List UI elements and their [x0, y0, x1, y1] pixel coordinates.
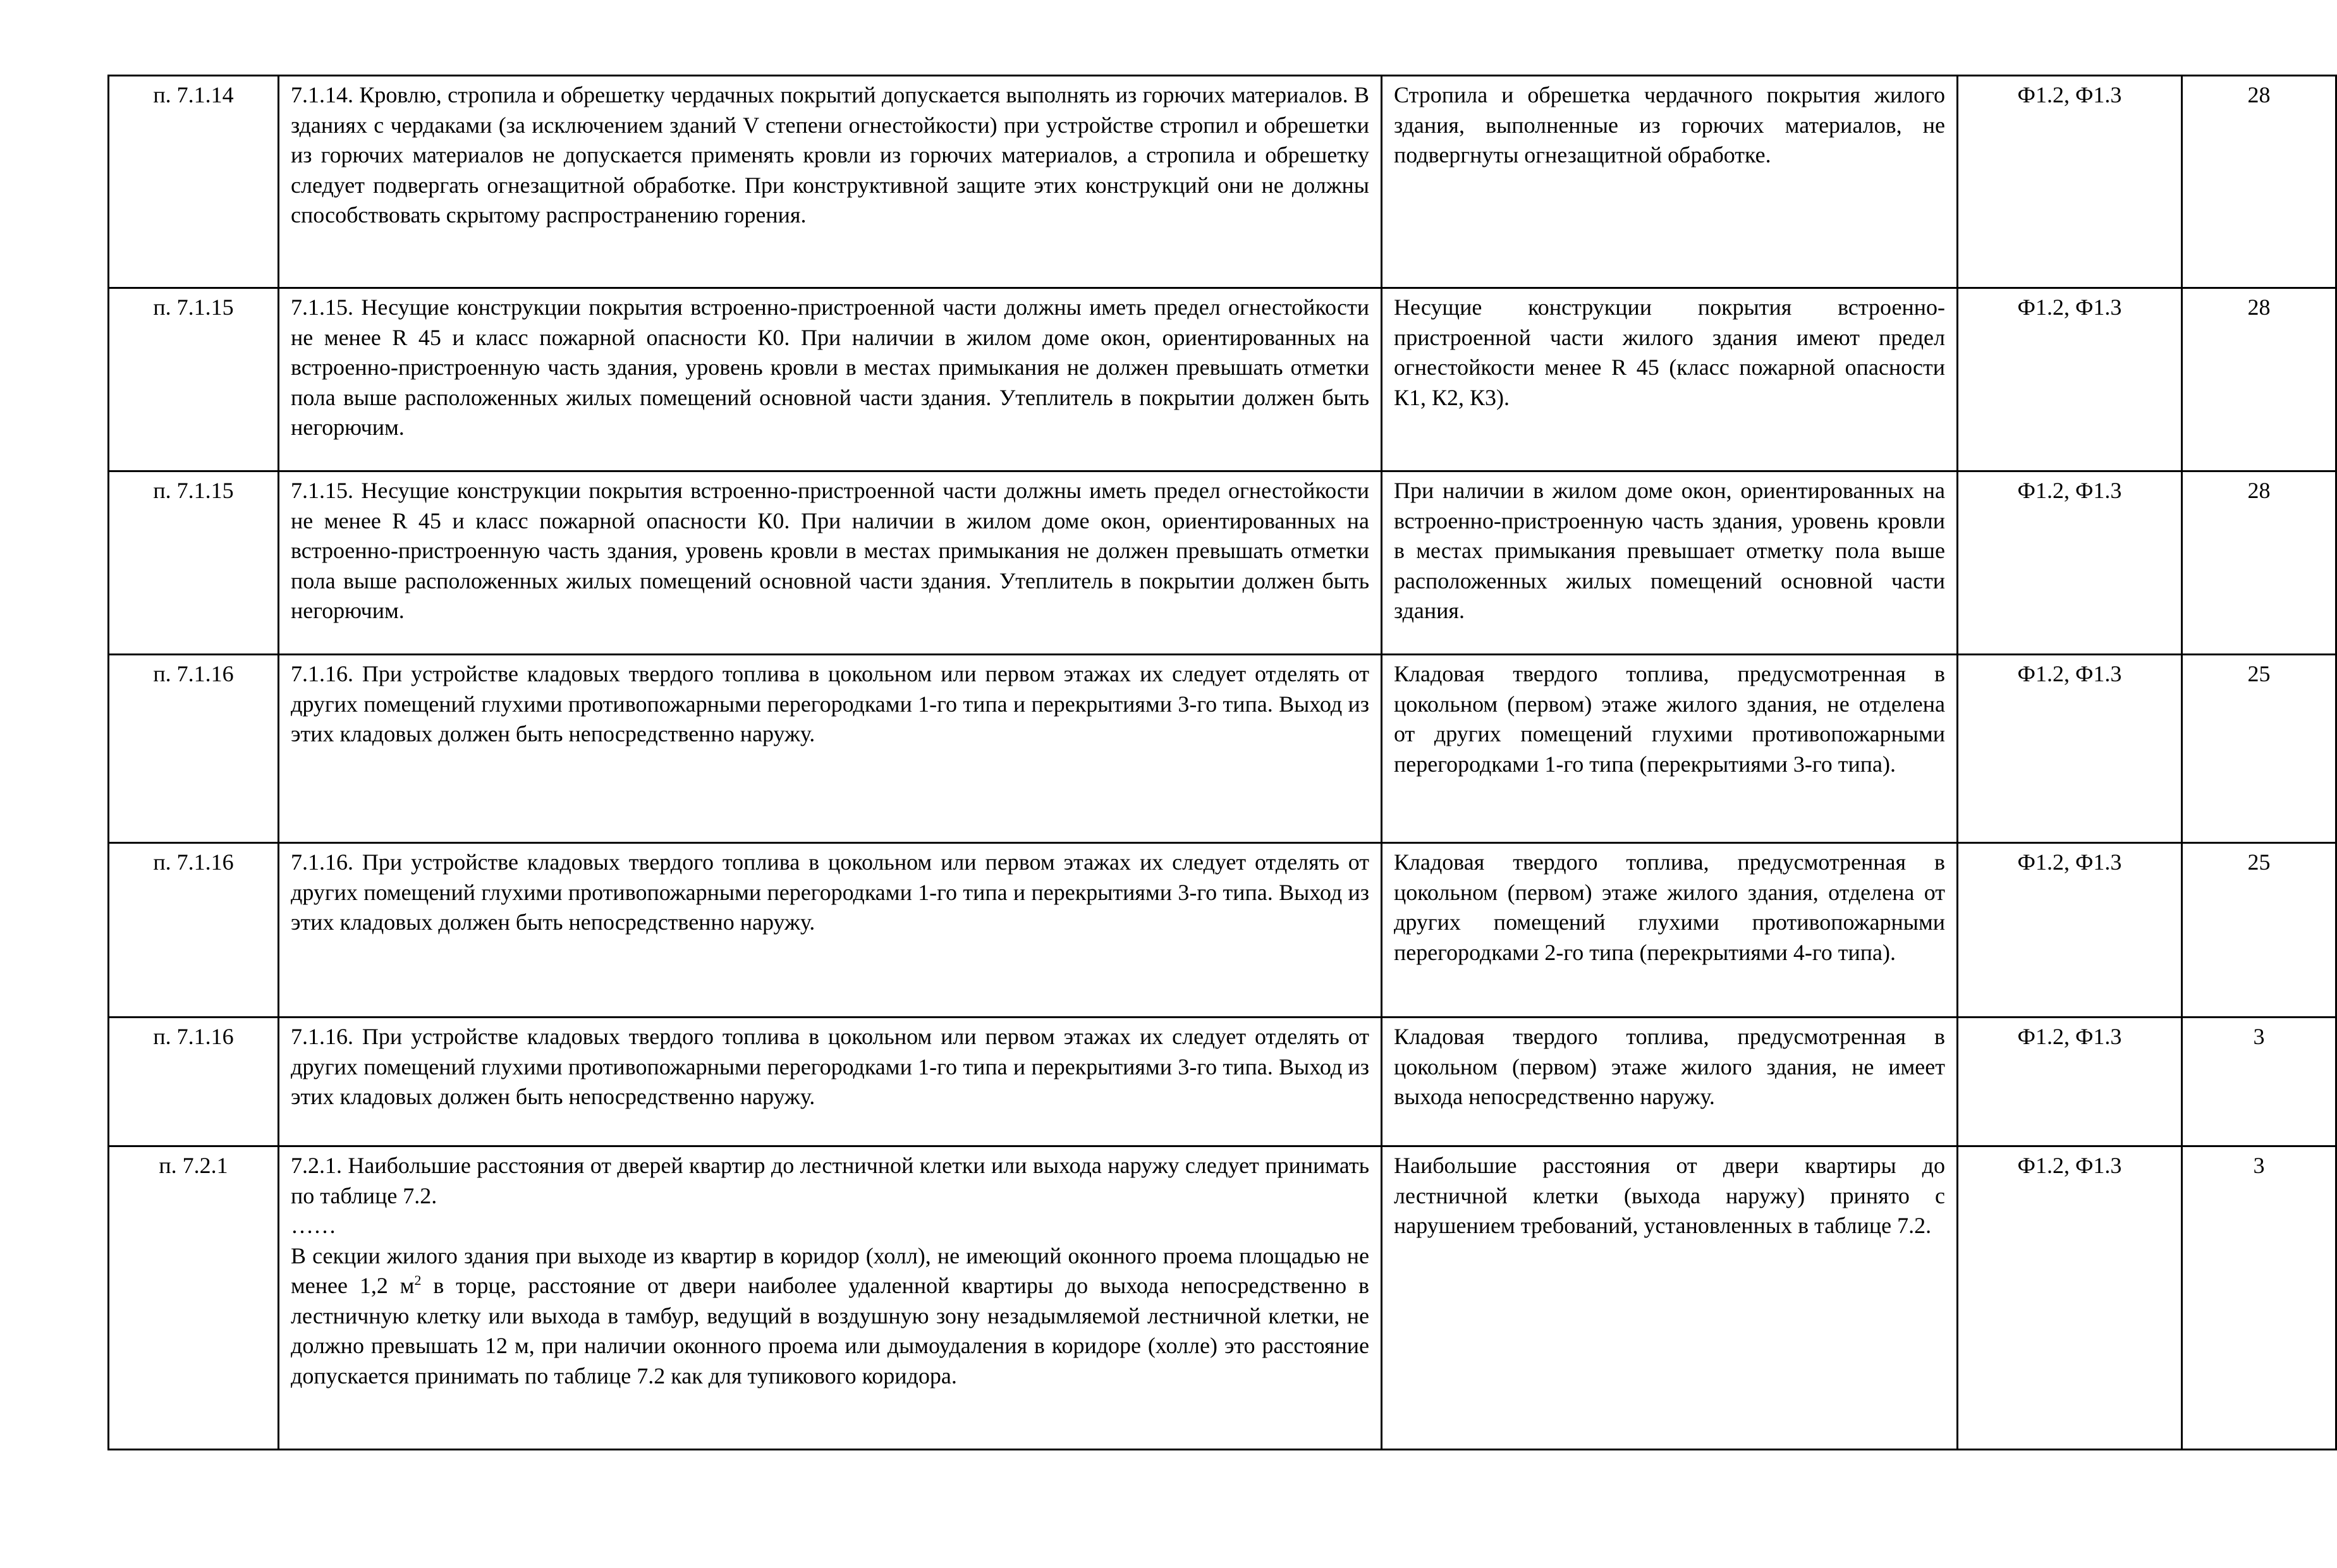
violation-description-cell: При наличии в жилом доме окон, ориентированных на встроенно-пристроенную часть здания, уровень кровли в местах примыкания превышает отметку пола выше расположенных жилых помещений основной части здания. [1382, 471, 1958, 655]
functional-class-cell: Ф1.2, Ф1.3 [1958, 471, 2182, 655]
functional-class-cell: Ф1.2, Ф1.3 [1958, 1018, 2182, 1146]
violation-description-cell: Стропила и обрешетка чердачного покрытия жилого здания, выполненные из горючих материалов, не подвергнуты огнезащитной обработке. [1382, 76, 1958, 288]
violation-description-cell: Кладовая твердого топлива, предусмотренная в цокольном (первом) этаже жилого здания, не отделена от других помещений глухими противопожарными перегородками 1-го типа (перекрытиями 3-го типа). [1382, 655, 1958, 843]
number-cell: 25 [2182, 843, 2336, 1018]
table-row [109, 288, 2336, 471]
requirement-text-cell [279, 1146, 1382, 1450]
violation-description-cell: Несущие конструкции покрытия встроенно-пристроенной части жилого здания имеют предел огнестойкости менее R 45 (класс пожарной опасности К1, К2, К3). [1382, 288, 1958, 471]
table-row [109, 1018, 2336, 1146]
clause-ref-cell: п. 7.1.16 [109, 843, 279, 1018]
violation-description-cell: Наибольшие расстояния от двери квартиры до лестничной клетки (выхода наружу) принято с нарушением требований, установленных в таблице 7.2. [1382, 1146, 1958, 1450]
requirements-table [107, 75, 2337, 1450]
requirement-paragraph: 7.2.1. Наибольшие расстояния от дверей квартир до лестничной клетки или выхода наружу следует принимать по таблице 7.2. [291, 1153, 1369, 1208]
superscript-exponent: 2 [414, 1272, 422, 1288]
requirement-text-cell: 7.1.14. Кровлю, стропила и обрешетку чердачных покрытий допускается выполнять из горючих материалов. В зданиях с чердаками (за исключением зданий V степени огнестойкости) при устройстве стропил и обрешетки из горючих материалов не допускается применять кровли из горючих материалов, а стропила и обрешетку следует подвергать огнезащитной обработке. При конструктивной защите этих конструкций они не должны способствовать скрытому распространению горения. [279, 76, 1382, 288]
number-cell: 28 [2182, 288, 2336, 471]
number-cell: 28 [2182, 471, 2336, 655]
number-cell: 25 [2182, 655, 2336, 843]
ellipsis-marker: …… [291, 1213, 336, 1238]
requirement-text-cell: 7.1.15. Несущие конструкции покрытия встроенно-пристроенной части должны иметь предел огнестойкости не менее R 45 и класс пожарной опасности К0. При наличии в жилом доме окон, ориентированных на встроенно-пристроенную часть здания, уровень кровли в местах примыкания не должен превышать отметки пола выше расположенных жилых помещений основной части здания. Утеплитель в покрытии должен быть негорючим. [279, 288, 1382, 471]
functional-class-cell: Ф1.2, Ф1.3 [1958, 76, 2182, 288]
clause-ref-cell: п. 7.1.15 [109, 288, 279, 471]
number-cell: 3 [2182, 1146, 2336, 1450]
requirement-text-cell: 7.1.16. При устройстве кладовых твердого топлива в цокольном или первом этажах их следует отделять от других помещений глухими противопожарными перегородками 1-го типа и перекрытиями 3-го типа. Выход из этих кладовых должен быть непосредственно наружу. [279, 1018, 1382, 1146]
clause-ref-cell: п. 7.1.15 [109, 471, 279, 655]
requirement-text-part: В секции жилого здания при выходе из квартир в коридор (холл), не имеющий оконного проема площадью не менее 1,2 м [291, 1243, 1369, 1298]
violation-description-cell: Кладовая твердого топлива, предусмотренная в цокольном (первом) этаже жилого здания, не имеет выхода непосредственно наружу. [1382, 1018, 1958, 1146]
number-cell: 3 [2182, 1018, 2336, 1146]
number-cell: 28 [2182, 76, 2336, 288]
functional-class-cell: Ф1.2, Ф1.3 [1958, 655, 2182, 843]
clause-ref-cell: п. 7.2.1 [109, 1146, 279, 1450]
table-row [109, 843, 2336, 1018]
clause-ref-cell: п. 7.1.16 [109, 1018, 279, 1146]
functional-class-cell: Ф1.2, Ф1.3 [1958, 1146, 2182, 1450]
requirement-text-cell: 7.1.16. При устройстве кладовых твердого топлива в цокольном или первом этажах их следует отделять от других помещений глухими противопожарными перегородками 1-го типа и перекрытиями 3-го типа. Выход из этих кладовых должен быть непосредственно наружу. [279, 843, 1382, 1018]
table-row [109, 655, 2336, 843]
requirement-text-part: в торце, расстояние от двери наиболее удаленной квартиры до выхода непосредственно в лестничную клетку или выхода в тамбур, ведущий в воздушную зону незадымляемой лестничной клетки, не должно превышать 12 м, при наличии оконного проема или дымоудаления в коридоре (холле) это расстояние допускается принимать по таблице 7.2 как для тупикового коридора. [291, 1273, 1370, 1389]
clause-ref-cell: п. 7.1.16 [109, 655, 279, 843]
functional-class-cell: Ф1.2, Ф1.3 [1958, 288, 2182, 471]
requirement-text-cell: 7.1.16. При устройстве кладовых твердого топлива в цокольном или первом этажах их следует отделять от других помещений глухими противопожарными перегородками 1-го типа и перекрытиями 3-го типа. Выход из этих кладовых должен быть непосредственно наружу. [279, 655, 1382, 843]
table-row [109, 471, 2336, 655]
table-row [109, 76, 2336, 288]
table-row [109, 1146, 2336, 1450]
requirement-text-cell: 7.1.15. Несущие конструкции покрытия встроенно-пристроенной части должны иметь предел огнестойкости не менее R 45 и класс пожарной опасности К0. При наличии в жилом доме окон, ориентированных на встроенно-пристроенную часть здания, уровень кровли в местах примыкания не должен превышать отметки пола выше расположенных жилых помещений основной части здания. Утеплитель в покрытии должен быть негорючим. [279, 471, 1382, 655]
functional-class-cell: Ф1.2, Ф1.3 [1958, 843, 2182, 1018]
clause-ref-cell: п. 7.1.14 [109, 76, 279, 288]
requirement-paragraph [291, 1241, 1369, 1392]
violation-description-cell: Кладовая твердого топлива, предусмотренная в цокольном (первом) этаже жилого здания, отделена от других помещений глухими противопожарными перегородками 2-го типа (перекрытиями 4-го типа). [1382, 843, 1958, 1018]
